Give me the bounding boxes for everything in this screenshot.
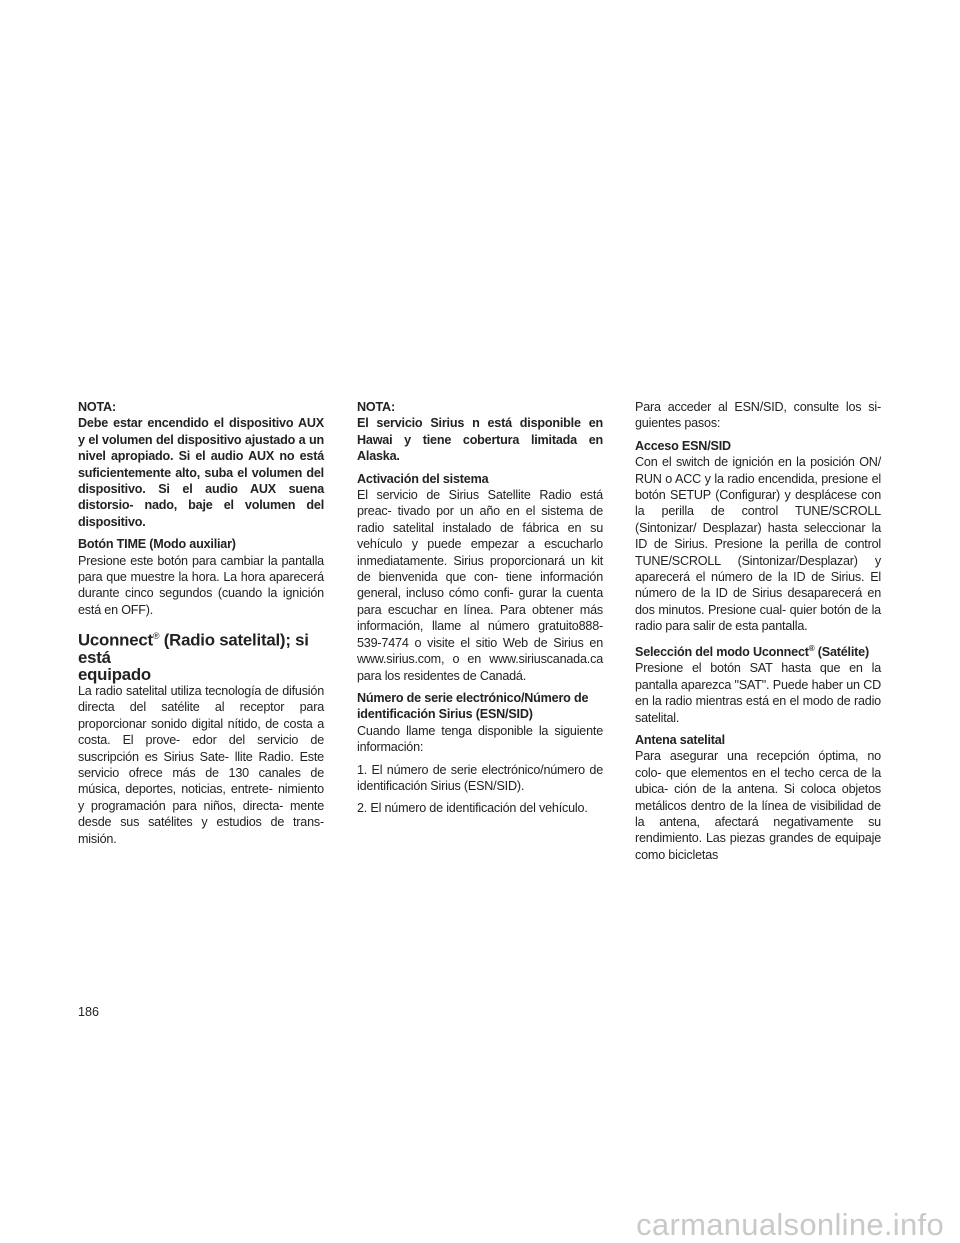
activation-title: Activación del sistema (357, 471, 489, 486)
heading-line-1: (Radio satelital); si está (78, 630, 309, 667)
access-title: Acceso ESN/SID (635, 438, 731, 453)
note-title: NOTA: (78, 400, 116, 414)
watermark: carmanualsonline.info (636, 1207, 944, 1242)
list-item-2: 2. El número de identificación del vehículo. (357, 801, 588, 816)
esn-title (357, 690, 603, 723)
heading-brand: Uconnect (78, 630, 153, 650)
satellite-body: La radio satelital utiliza tecnología de difusión directa del satélite al receptor para proporcionar sonido digital nítido, de costa a costa. El prove- edor del servicio de suscripción es Sirius Sate- llite Radio. Este servicio ofrece más de 130 canales de música, deportes, noticias, entrete- nimiento y programación para niños, directa- mente desde sus satélites y estudios de trans- misión. (78, 683, 324, 846)
esn-intro: Para acceder al ESN/SID, consulte los si- guientes pasos: (635, 400, 881, 431)
antenna-body: Para asegurar una recepción óptima, no colo- que elementos en el techo cerca de la ubica- ción de la antena. Si coloca objetos metálicos dentro de la línea de visibilidad de la antena, afectará negativamente su rendimiento. Las piezas grandes de equipaje como bicicletas (635, 749, 881, 862)
page-number: 186 (78, 1005, 100, 1019)
mode-title-a: Selección del modo Uconnect (635, 644, 809, 659)
time-button-body: Presione este botón para cambiar la pantalla para que muestre la hora. La hora aparecerá durante cinco segundos (cuando la ignición está en OFF). (78, 553, 324, 617)
esn-title-line-1: Número de serie electrónico/Número de (357, 690, 589, 705)
registered-mark: ® (152, 631, 160, 642)
esn-body: Cuando llame tenga disponible la siguiente información: (357, 723, 603, 755)
mode-body: Presione el botón SAT hasta que en la pantalla aparezca "SAT". Puede haber un CD en la radio mientras está en el modo de radio satelital. (635, 661, 881, 725)
heading-line-2: equipado (78, 664, 151, 684)
note-body: Debe estar encendido el dispositivo AUX y el volumen del dispositivo ajustado a un nivel apropiado. Si el audio AUX no está suficientemente alto, suba el volumen del dispositivo. Si el audio AUX suena distorsio- nado, baje el volumen del dispositivo. (78, 416, 324, 529)
section-heading (78, 628, 324, 683)
mode-registered-mark: ® (808, 643, 815, 653)
time-button-title: Botón TIME (Modo auxiliar) (78, 537, 236, 552)
activation-body: El servicio de Sirius Satellite Radio está preac- tivado por un año en el sistema de radio satelital instalado de fábrica en su vehículo y puede empezar a escucharlo inmediatamente. Sirius proporcionará un kit de bienvenida que con- tiene información general, incluso cómo confi- gurar la cuenta para escuchar en línea. Para obtener más información, llame al número gratuito888-539-7474 o visite el sitio Web de Sirius en www.sirius.com, o en www.siriuscanada.ca para los residentes de Canadá. (357, 488, 603, 683)
note-body-2: El servicio Sirius n está disponible en Hawai y tiene cobertura limitada en Alaska. (357, 416, 603, 464)
list-item-1: 1. El número de serie electrónico/número de identificación Sirius (ESN/SID). (357, 762, 603, 793)
column-2 (357, 399, 603, 823)
esn-title-line-2: identificación Sirius (ESN/SID) (357, 707, 533, 722)
access-body: Con el switch de ignición en la posición ON/ RUN o ACC y la radio encendida, presione el botón SETUP (Configurar) y desplácese con la perilla de control TUNE/SCROLL (Sintonizar/ Desplazar) hasta seleccionar la ID de Sirius. Presione la perilla de control TUNE/SCROLL (Sintonizar/Desplazar) y aparecerá el número de la ID de Sirius. El número de la ID de Sirius desaparecerá en dos minutos. Presione cual- quier botón de la radio para salir de esta pantalla. (635, 455, 881, 634)
antenna-title: Antena satelital (635, 732, 725, 747)
column-3 (635, 399, 881, 869)
note-title-2: NOTA: (357, 400, 395, 414)
mode-title (635, 641, 881, 661)
column-1 (78, 399, 324, 853)
mode-title-b: (Satélite) (817, 644, 869, 659)
